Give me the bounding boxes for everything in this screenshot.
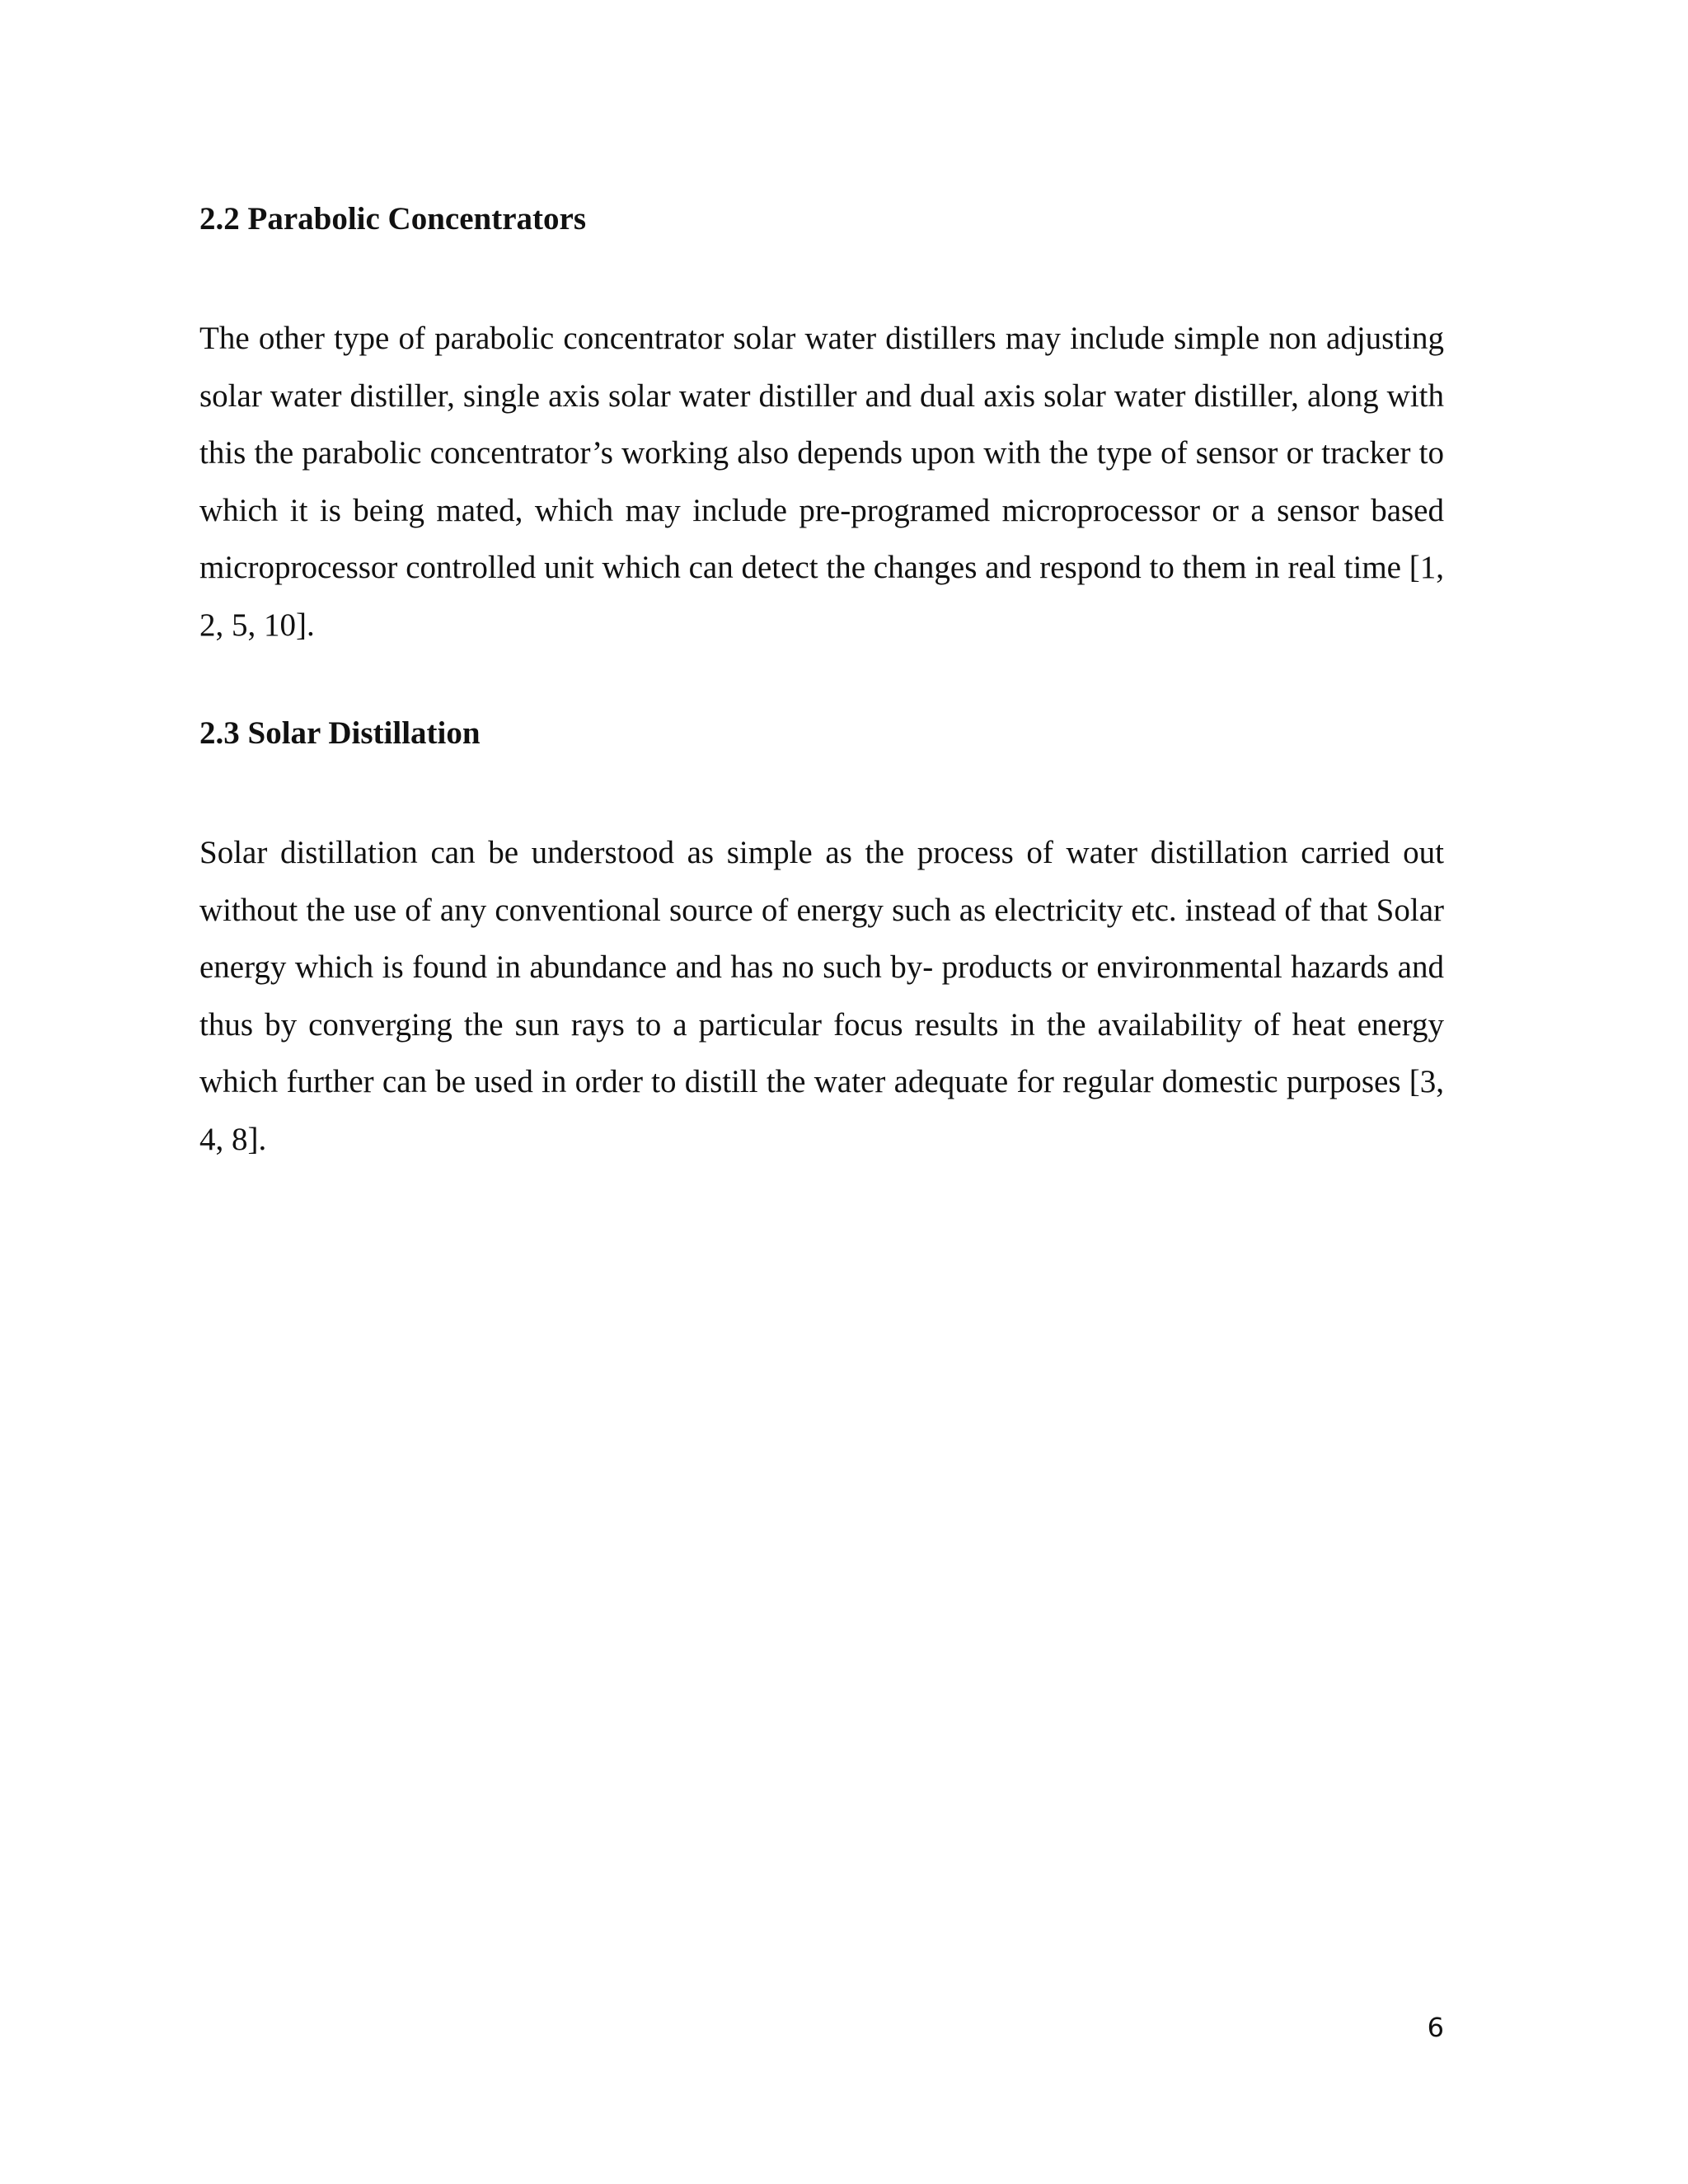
page-number: 6 (1427, 2012, 1444, 2043)
page-content (199, 196, 1444, 1168)
paragraph-parabolic-concentrators: The other type of parabolic concentrator solar water distillers may include simple non adjusting solar water distiller, single axis solar water distiller and dual axis solar water distiller, along with this the parabolic concentrator’s working also depends upon with the type of sensor or tracker to which it is being mated, which may include pre-programed microprocessor or a sensor based microprocessor controlled unit which can detect the changes and respond to them in real time [1, 2, 5, 10]. (199, 321, 1444, 643)
paragraph-solar-distillation: Solar distillation can be understood as simple as the process of water distillation carried out without the use of any conventional source of energy such as electricity etc. instead of that Solar energy which is found in abundance and has no such by- products or environmental hazards and thus by converging the sun rays to a particular focus results in the availability of heat energy which further can be used in order to distill the water adequate for regular domestic purposes [3, 4, 8]. (199, 835, 1444, 1157)
section-heading-parabolic-concentrators: 2.2 Parabolic Concentrators (199, 201, 586, 237)
section-heading-solar-distillation: 2.3 Solar Distillation (199, 715, 481, 751)
